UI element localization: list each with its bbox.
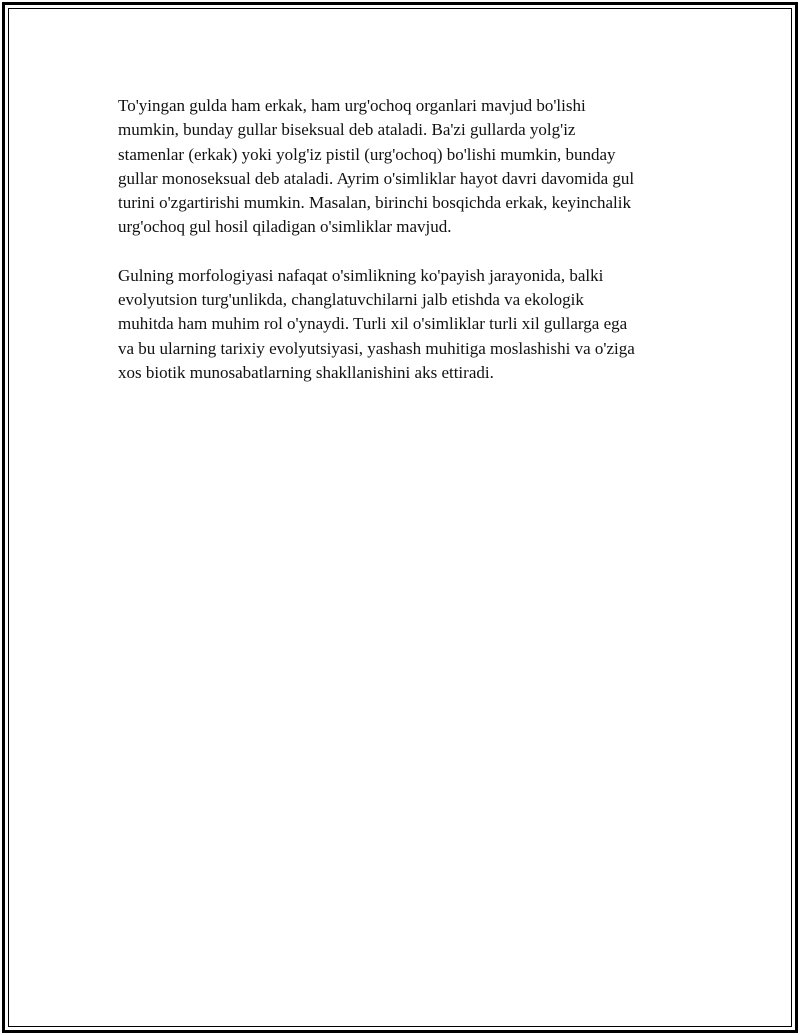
paragraph-2: Gulning morfologiyasi nafaqat o'simlikning ko'payish jarayonida, balki evolyutsion turg'unlikda, changlatuvchilarni jalb etishda va ekologik muhitda ham muhim rol o'ynaydi. Turli xil o'simliklar turli xil gullarga ega va bu ularning tarixiy evolyutsiyasi, yashash muhitiga moslashishi va o'ziga xos biotik munosabatlarning shakllanishini aks ettiradi. bbox=[118, 265, 635, 382]
document-body bbox=[118, 94, 693, 409]
paragraph-1: To'yingan gulda ham erkak, ham urg'ochoq organlari mavjud bo'lishi mumkin, bunday gullar biseksual deb ataladi. Ba'zi gullarda yolg'iz stamenlar (erkak) yoki yolg'iz pistil (urg'ochoq) bo'lishi mumkin, bunday gullar monoseksual deb ataladi. Ayrim o'simliklar hayot davri davomida gul turini o'zgartirishi mumkin. Masalan, birinchi bosqichda erkak, keyinchalik urg'ochoq gul hosil qiladigan o'simliklar mavjud. bbox=[118, 96, 635, 237]
